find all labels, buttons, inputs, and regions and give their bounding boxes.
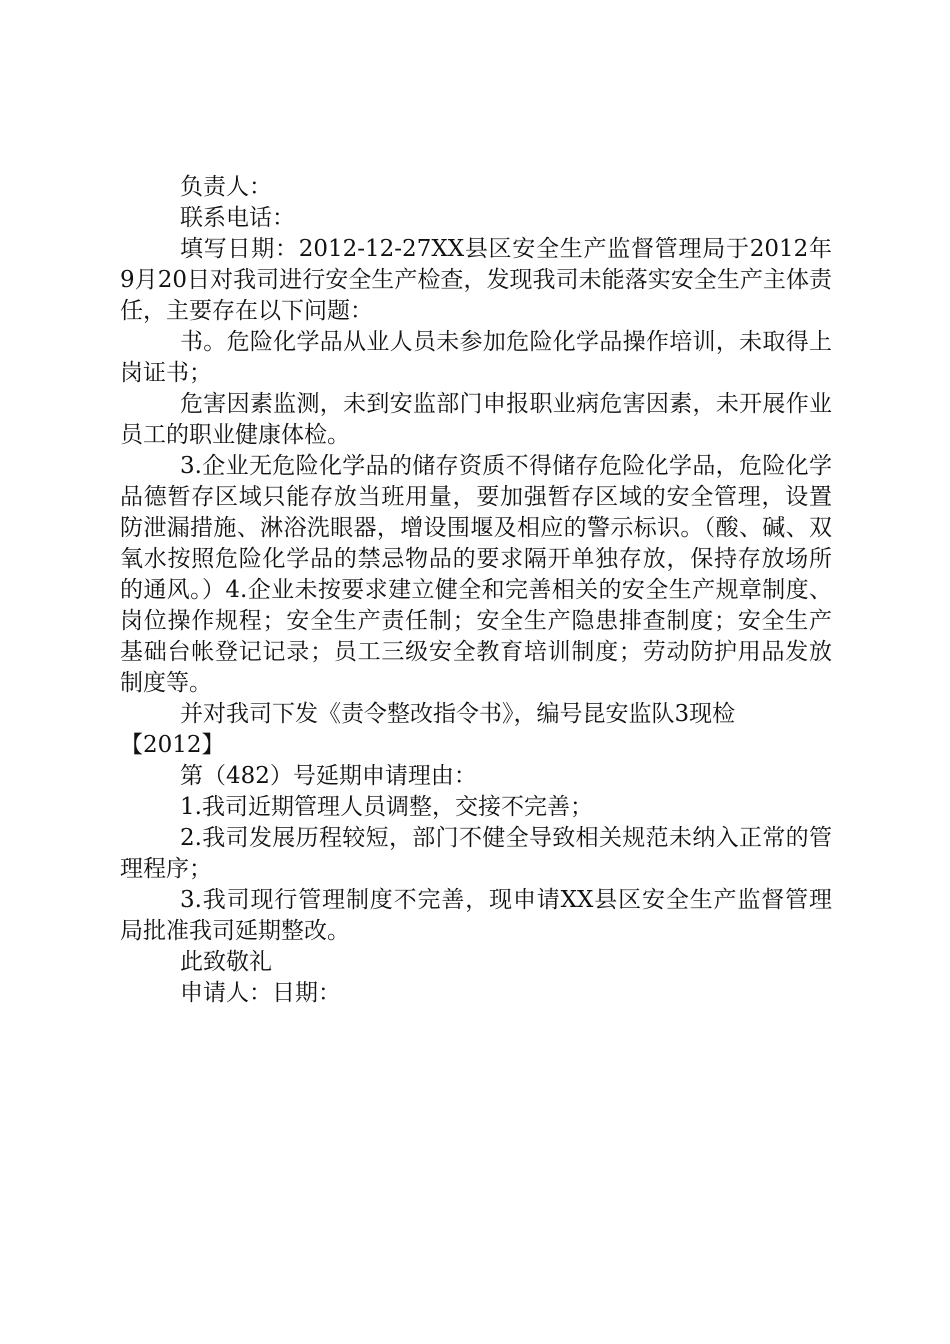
responsible-person-line: 负责人： xyxy=(180,174,272,200)
order-year-line: 【2012】 xyxy=(120,732,225,758)
issue-storage-and-rules-paragraph: 3.企业无危险化学品的储存资质不得储存危险化学品，危险化学品德暂存区域只能存放当班用量，要加强暂存区域的安全管理，设置防泄漏措施、淋浴洗眼器，增设围堰及相应的警示标识。（酸、碱、双氧水按照危险化学品的禁忌物品的要求隔开单独存放，保持存放场所的通风。）4.企业未按要求建立健全和完善相关的安全生产规章制度、岗位操作规程；安全生产责任制；安全生产隐患排查制度；安全生产基础台帐登记记录；员工三级安全教育培训制度；劳动防护用品发放制度等。 xyxy=(120,453,832,696)
document-body xyxy=(120,172,832,1009)
contact-phone-line: 联系电话： xyxy=(180,205,295,231)
reason-item-3: 3.我司现行管理制度不完善，现申请XX县区安全生产监督管理局批准我司延期整改。 xyxy=(120,887,832,944)
fill-date-paragraph: 填写日期：2012-12-27XX县区安全生产监督管理局于2012年9月20日对我司进行安全生产检查，发现我司未能落实安全生产主体责任，主要存在以下问题： xyxy=(120,236,832,324)
extension-reason-heading: 第（482）号延期申请理由： xyxy=(180,763,477,789)
applicant-signature-line: 申请人：日期： xyxy=(180,980,341,1006)
reason-item-2: 2.我司发展历程较短，部门不健全导致相关规范未纳入正常的管理程序； xyxy=(120,825,832,882)
issue-hazard-monitoring-paragraph: 危害因素监测，未到安监部门申报职业病危害因素，未开展作业员工的职业健康体检。 xyxy=(120,391,832,448)
rectification-order-paragraph: 并对我司下发《责令整改指令书》，编号昆安监队3现检 xyxy=(180,701,736,727)
closing-salutation: 此致敬礼 xyxy=(180,949,272,975)
issue-training-paragraph: 书。危险化学品从业人员未参加危险化学品操作培训，未取得上岗证书； xyxy=(120,329,832,386)
reason-item-1: 1.我司近期管理人员调整，交接不完善； xyxy=(180,794,593,820)
